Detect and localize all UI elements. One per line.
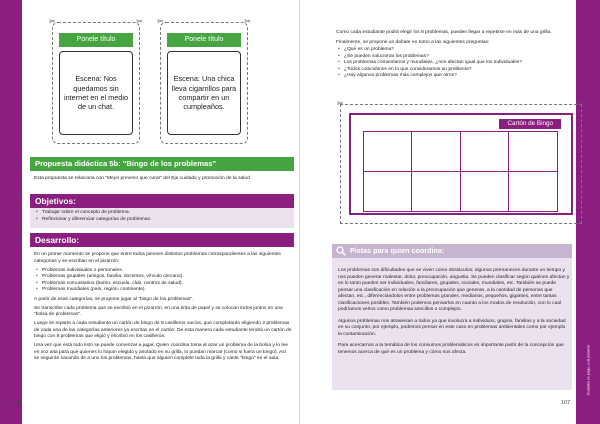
list-item: • Problemas comunitarios (barrio, escuela, club, centros de salud). — [34, 281, 292, 288]
list-item: • ¿Hay algunos problemas más complejos que otros? — [336, 73, 572, 80]
list-item: • Problemas individuales o personales. — [34, 268, 292, 275]
bingo-cell — [411, 171, 461, 212]
scissors-icon: ✂ — [337, 99, 344, 108]
card-title: Ponele título — [59, 33, 133, 47]
card-title: Ponele título — [167, 33, 241, 47]
scissors-icon: ✂ — [136, 17, 143, 26]
card-scene-text: Escena: Una chica lleva cigarrillos para compartir en un cumpleaños. — [167, 51, 241, 135]
scene-card-2 — [157, 17, 251, 144]
paragraph: Como cada estudiante podrá elegir los 8 problemas, pueden llegar a repetirse en más de una grilla. — [336, 30, 552, 35]
scissors-icon: ✂ — [49, 17, 56, 26]
paragraph: En un primer momento se propone que entre todos piensen distintos problemas correspondientes a las siguientes categorías y se escriban en el pizarrón: — [34, 252, 281, 264]
proposal-intro: Esta propuesta se relaciona con "Mejor prevenir que curar" del Eje cuidado y promoción de la salud. — [34, 176, 252, 181]
paragraph: Para acercarnos a la temática de los consumos problemáticos es importante partir de la concepción que tenemos acerca de qué es un problema y cómo nos afecta. — [338, 343, 564, 355]
categories-list — [34, 268, 292, 294]
bingo-cell — [363, 171, 413, 212]
list-item: • Los problemas comunitarios y mundiales, ¿nos afectan igual que los individuales? — [336, 60, 572, 67]
side-running-title-text: Cuidados en juego, sí al presente — [586, 344, 590, 396]
list-item: • Problemas mundiales (país, región, continente). — [34, 287, 292, 294]
page-number: 107 — [561, 400, 570, 406]
scissors-icon: ✂ — [157, 17, 164, 26]
bingo-cell — [460, 171, 510, 212]
bingo-cell — [508, 171, 558, 212]
side-running-title — [578, 330, 598, 410]
list-item: • ¿Todos coincidimos en lo que consideramos un problema? — [336, 67, 572, 74]
scissors-icon: ✂ — [578, 99, 585, 108]
bingo-grid — [363, 131, 557, 211]
guidance-title — [332, 244, 572, 258]
paragraph: Finalmente, se propone un debate en torno a las siguientes preguntas: — [336, 39, 490, 45]
list-item: • Trabajar sobre el concepto de problema. — [34, 210, 288, 217]
bingo-title: Cartón de Bingo — [499, 119, 561, 129]
guidance-body — [338, 268, 570, 359]
right-intro — [336, 30, 572, 80]
paragraph: Se transcribe cada problema que se escribió en el pizarrón, en una tirita de papel y se colocan todos juntos en una "bolsa de problemas". — [34, 305, 283, 318]
development-body — [34, 252, 292, 365]
bingo-cell — [508, 131, 558, 172]
page-number: 106 — [12, 400, 21, 406]
paragraph: Algunos problemas nos atraviesan a todos ya que involucra a individuos, grupos, familias y a la sociedad en su conjunto, por ejemplo, podemos pensar en este caso en problemas ambientales como por ejemplo la contaminación. — [338, 318, 566, 337]
bingo-card-cutout — [337, 99, 585, 224]
objectives-list — [34, 210, 288, 223]
list-item: • ¿Qué es un problema? — [336, 47, 572, 54]
left-margin-band — [0, 0, 22, 424]
proposal-title: Propuesta didáctica 5b: "Bingo de los problemas" — [30, 157, 294, 171]
list-item: • Reflexionar y diferenciar categorías de problemas. — [34, 217, 288, 224]
guidance-title-text: Pistas para quien coordina: — [350, 246, 445, 255]
list-item: • Problemas grupales (amigos, familia, docentes, vínculo cercano). — [34, 274, 292, 281]
bingo-cell — [363, 131, 413, 172]
paragraph: Luego se reparte a cada estudiante un cartón de bingo de 8 casilleros vacíos, que completarán eligiendo 2 problemas de cada una de las categorías anteriores ya escritas en el cartón. De esta manera cada estudiante tendrá un cartón de bingo con 8 problemas que eligió y escribió en los casilleros. — [34, 321, 292, 340]
scene-card-1 — [49, 17, 143, 144]
bingo-cell — [411, 131, 461, 172]
card-scene-text: Escena: Nos quedamos sin internet en el medio de un chat. — [59, 51, 133, 135]
paragraph: A partir de esas categorías, se propone jugar al "bingo de los problemas". — [34, 296, 194, 302]
bingo-cell — [460, 131, 510, 172]
list-item: • ¿Se pueden solucionar los problemas? — [336, 54, 572, 61]
right-page — [300, 0, 600, 424]
development-title: Desarrollo: — [30, 233, 294, 247]
paragraph: Los problemas son dificultades que se viven como obstáculos; algunos permanecen durante un tiempo y nos pueden generar malestar, dolor, preocupación, angustia. Se pueden clasificar según quiénes afectan y en lo tanto pueden ser individuales, familiares, grupales, sociales, mundiales, etc. También se puede pensar una clasificación en relación a la preocupación que generan, a la cantidad de personas que afectan, etc., diferenciándolos entre problemas grandes, medianos, pequeños, gigantes, entre tantas clasificaciones posibles. También podemos pensarlos en cuanto a los modos de resolución, con lo cual podríamos verlos como problemas sencillos o complejos. — [338, 268, 570, 312]
paragraph: Una vez que está todo listo se puede comenzar a jugar. Quien coordina toma al azar un problema de la bolsa y lo lee en voz alta para que quienes lo hayan elegido y anotado en su grilla, lo puedan marcar (como si fuera un bingo). Así se seguirán sacando de a uno los problemas, hasta que alguien complete toda la grilla y cante "bingo" en el aula. — [34, 343, 288, 362]
questions-list — [336, 47, 572, 80]
objectives-title: Objetivos: — [30, 194, 294, 208]
bingo-board — [349, 113, 573, 215]
magnifier-icon — [336, 246, 346, 256]
scissors-icon: ✂ — [244, 17, 251, 26]
